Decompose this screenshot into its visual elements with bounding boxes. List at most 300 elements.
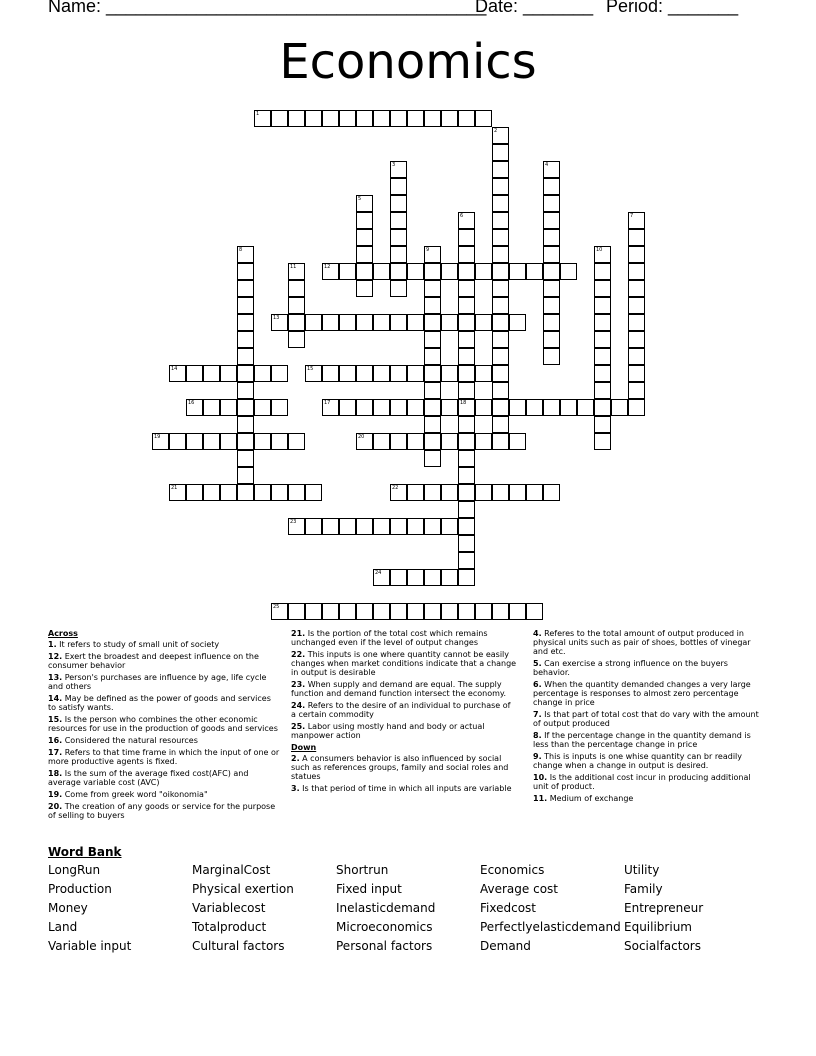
grid-cell[interactable]: [441, 433, 458, 450]
grid-cell[interactable]: [475, 484, 492, 501]
grid-cell[interactable]: [237, 280, 254, 297]
grid-cell[interactable]: [458, 416, 475, 433]
clue-text: Refers to the desire of an individual to purchase of a certain commodity: [291, 701, 511, 719]
grid-cell[interactable]: [237, 416, 254, 433]
grid-cell[interactable]: [458, 229, 475, 246]
grid-cell[interactable]: [441, 314, 458, 331]
grid-cell[interactable]: [458, 484, 475, 501]
grid-cell[interactable]: [373, 603, 390, 620]
clue-number: 18.: [48, 769, 63, 778]
grid-cell[interactable]: [492, 416, 509, 433]
grid-cell[interactable]: [458, 535, 475, 552]
grid-cell[interactable]: [628, 365, 645, 382]
clue-text: Medium of exchange: [547, 794, 634, 803]
grid-cell[interactable]: [424, 450, 441, 467]
grid-cell[interactable]: [594, 365, 611, 382]
grid-cell[interactable]: [254, 433, 271, 450]
grid-cell[interactable]: [424, 484, 441, 501]
grid-cell[interactable]: [203, 365, 220, 382]
grid-cell[interactable]: [288, 484, 305, 501]
grid-cell[interactable]: [220, 484, 237, 501]
clue-number: 14.: [48, 694, 63, 703]
grid-cell[interactable]: [288, 433, 305, 450]
grid-cell[interactable]: [288, 314, 305, 331]
grid-cell[interactable]: [543, 314, 560, 331]
grid-cell[interactable]: [509, 263, 526, 280]
grid-cell[interactable]: [458, 518, 475, 535]
clue-number: 3: [392, 162, 396, 168]
clue-number: 8.: [533, 731, 542, 740]
grid-cell[interactable]: [492, 331, 509, 348]
grid-cell[interactable]: [288, 110, 305, 127]
clue-number: 2.: [291, 754, 300, 763]
grid-cell[interactable]: [322, 603, 339, 620]
grid-cell[interactable]: [356, 110, 373, 127]
grid-cell[interactable]: [407, 110, 424, 127]
grid-cell[interactable]: [390, 246, 407, 263]
grid-cell[interactable]: [271, 399, 288, 416]
grid-cell[interactable]: [509, 484, 526, 501]
grid-cell[interactable]: [628, 297, 645, 314]
grid-cell[interactable]: [475, 365, 492, 382]
grid-cell[interactable]: [237, 297, 254, 314]
clue-number: 17: [324, 400, 331, 406]
word-bank-item: Perfectlyelasticdemand: [480, 920, 621, 934]
grid-cell[interactable]: [475, 399, 492, 416]
grid-cell[interactable]: [560, 263, 577, 280]
grid-cell[interactable]: [628, 331, 645, 348]
grid-cell[interactable]: [390, 110, 407, 127]
grid-cell[interactable]: [509, 399, 526, 416]
clue-text: It refers to study of small unit of society: [56, 640, 220, 649]
grid-cell[interactable]: [458, 263, 475, 280]
period-field[interactable]: Period: _______: [606, 0, 739, 16]
grid-cell[interactable]: [458, 280, 475, 297]
name-field[interactable]: Name: ______________________________________: [48, 0, 487, 16]
grid-cell[interactable]: [458, 348, 475, 365]
grid-cell[interactable]: [526, 484, 543, 501]
grid-cell[interactable]: [594, 348, 611, 365]
grid-cell[interactable]: [373, 518, 390, 535]
clue-number: 21: [171, 485, 178, 491]
grid-cell[interactable]: [237, 365, 254, 382]
grid-cell[interactable]: [628, 246, 645, 263]
grid-cell[interactable]: [594, 382, 611, 399]
grid-cell[interactable]: [390, 569, 407, 586]
grid-cell[interactable]: [458, 297, 475, 314]
clue-item: [533, 794, 761, 803]
clue-number: 13.: [48, 673, 63, 682]
grid-cell[interactable]: [254, 399, 271, 416]
grid-cell[interactable]: [458, 331, 475, 348]
grid-cell[interactable]: [543, 178, 560, 195]
clue-item: [291, 754, 517, 781]
grid-cell[interactable]: [424, 365, 441, 382]
grid-cell[interactable]: [305, 518, 322, 535]
grid-cell[interactable]: [424, 382, 441, 399]
grid-cell[interactable]: [492, 314, 509, 331]
grid-cell[interactable]: [356, 263, 373, 280]
grid-cell[interactable]: [390, 433, 407, 450]
grid-cell[interactable]: [288, 331, 305, 348]
grid-cell[interactable]: [288, 297, 305, 314]
clue-item: [533, 659, 761, 677]
grid-cell[interactable]: [169, 433, 186, 450]
grid-cell[interactable]: [424, 433, 441, 450]
grid-cell[interactable]: [407, 569, 424, 586]
grid-cell[interactable]: [356, 314, 373, 331]
grid-cell[interactable]: [390, 178, 407, 195]
clue-item: [48, 673, 280, 691]
clue-text: Person's purchases are influence by age, life cycle and others: [48, 673, 267, 691]
grid-cell[interactable]: [492, 603, 509, 620]
grid-cell[interactable]: [475, 433, 492, 450]
grid-cell[interactable]: [237, 263, 254, 280]
grid-cell[interactable]: [390, 280, 407, 297]
clue-text: Referes to the total amount of output produced in physical units such as pair of shoes, bottles of vinegar and etc.: [533, 629, 751, 656]
grid-cell[interactable]: [390, 314, 407, 331]
clue-number: 12.: [48, 652, 63, 661]
grid-cell[interactable]: [458, 314, 475, 331]
grid-cell[interactable]: [373, 365, 390, 382]
grid-cell[interactable]: [441, 399, 458, 416]
page-title: Economics: [279, 34, 537, 90]
grid-cell[interactable]: [424, 263, 441, 280]
clue-number: 10: [596, 247, 603, 253]
grid-cell[interactable]: [458, 552, 475, 569]
grid-cell[interactable]: [628, 348, 645, 365]
grid-cell[interactable]: [594, 263, 611, 280]
grid-cell[interactable]: [356, 518, 373, 535]
grid-cell[interactable]: [271, 433, 288, 450]
grid-cell[interactable]: [492, 484, 509, 501]
clues-column-1: [48, 629, 280, 823]
grid-cell[interactable]: [441, 569, 458, 586]
grid-cell[interactable]: [560, 399, 577, 416]
grid-cell[interactable]: [492, 246, 509, 263]
grid-cell[interactable]: [492, 348, 509, 365]
clue-text: The creation of any goods or service for the purpose of selling to buyers: [48, 802, 276, 820]
grid-cell[interactable]: [322, 110, 339, 127]
grid-cell[interactable]: [254, 484, 271, 501]
grid-cell[interactable]: [390, 518, 407, 535]
grid-cell[interactable]: [424, 280, 441, 297]
grid-cell[interactable]: [458, 450, 475, 467]
grid-cell[interactable]: [390, 195, 407, 212]
grid-cell[interactable]: [458, 365, 475, 382]
grid-cell[interactable]: [407, 365, 424, 382]
grid-cell[interactable]: [492, 212, 509, 229]
clues-column-2: [291, 629, 517, 796]
date-field[interactable]: Date: _______: [475, 0, 594, 16]
grid-cell[interactable]: [543, 399, 560, 416]
grid-cell[interactable]: [594, 416, 611, 433]
word-bank-item: Money: [48, 901, 88, 915]
grid-cell[interactable]: [305, 484, 322, 501]
clue-number: 10.: [533, 773, 548, 782]
grid-cell[interactable]: [237, 331, 254, 348]
clue-number: 15: [307, 366, 314, 372]
grid-cell[interactable]: [492, 382, 509, 399]
grid-cell[interactable]: [543, 348, 560, 365]
grid-cell[interactable]: [220, 365, 237, 382]
grid-cell[interactable]: [543, 263, 560, 280]
grid-cell[interactable]: [407, 484, 424, 501]
clue-item: [533, 773, 761, 791]
grid-cell[interactable]: [628, 229, 645, 246]
grid-cell[interactable]: [458, 246, 475, 263]
grid-cell[interactable]: [526, 399, 543, 416]
grid-cell[interactable]: [543, 229, 560, 246]
clue-text: Considered the natural resources: [62, 736, 198, 745]
grid-cell[interactable]: [305, 603, 322, 620]
grid-cell[interactable]: [424, 518, 441, 535]
grid-cell[interactable]: [305, 314, 322, 331]
word-bank-item: Shortrun: [336, 863, 389, 877]
grid-cell[interactable]: [186, 433, 203, 450]
grid-cell[interactable]: [254, 365, 271, 382]
clue-number: 22: [392, 485, 399, 491]
grid-cell[interactable]: [611, 399, 628, 416]
grid-cell[interactable]: [220, 399, 237, 416]
word-bank-item: Personal factors: [336, 939, 433, 953]
clue-number: 1.: [48, 640, 57, 649]
grid-cell[interactable]: [373, 314, 390, 331]
grid-cell[interactable]: [492, 399, 509, 416]
grid-cell[interactable]: [475, 314, 492, 331]
grid-cell[interactable]: [271, 365, 288, 382]
grid-cell[interactable]: [441, 484, 458, 501]
grid-cell[interactable]: [492, 178, 509, 195]
clue-text: Is the portion of the total cost which remains unchanged even if the level of output changes: [291, 629, 488, 647]
grid-cell[interactable]: [203, 484, 220, 501]
grid-cell[interactable]: [492, 365, 509, 382]
grid-cell[interactable]: [390, 603, 407, 620]
grid-cell[interactable]: [492, 144, 509, 161]
grid-cell[interactable]: [543, 246, 560, 263]
grid-cell[interactable]: [594, 399, 611, 416]
grid-cell[interactable]: [458, 110, 475, 127]
grid-cell[interactable]: [407, 433, 424, 450]
grid-cell[interactable]: [526, 603, 543, 620]
grid-cell[interactable]: [339, 263, 356, 280]
clue-item: [48, 715, 280, 733]
word-bank-item: Inelasticdemand: [336, 901, 436, 915]
grid-cell[interactable]: [322, 365, 339, 382]
clue-number: 16: [188, 400, 195, 406]
grid-cell[interactable]: [356, 212, 373, 229]
grid-cell[interactable]: [237, 467, 254, 484]
clue-number: 12: [324, 264, 331, 270]
grid-cell[interactable]: [594, 331, 611, 348]
clue-item: [48, 640, 280, 649]
grid-cell[interactable]: [237, 433, 254, 450]
grid-cell[interactable]: [373, 433, 390, 450]
grid-cell[interactable]: [237, 348, 254, 365]
clue-item: [48, 694, 280, 712]
grid-cell[interactable]: [441, 110, 458, 127]
grid-cell[interactable]: [356, 229, 373, 246]
grid-cell[interactable]: [543, 280, 560, 297]
clue-number: 21.: [291, 629, 306, 638]
clue-item: [533, 731, 761, 749]
grid-cell[interactable]: [356, 280, 373, 297]
grid-cell[interactable]: [492, 280, 509, 297]
grid-cell[interactable]: [424, 416, 441, 433]
grid-cell[interactable]: [577, 399, 594, 416]
grid-cell[interactable]: [424, 603, 441, 620]
grid-cell[interactable]: [424, 314, 441, 331]
grid-cell[interactable]: [339, 110, 356, 127]
grid-cell[interactable]: [424, 331, 441, 348]
grid-cell[interactable]: [628, 263, 645, 280]
grid-cell[interactable]: [339, 518, 356, 535]
grid-cell[interactable]: [492, 229, 509, 246]
grid-cell[interactable]: [492, 433, 509, 450]
grid-cell[interactable]: [356, 603, 373, 620]
grid-cell[interactable]: [390, 212, 407, 229]
grid-cell[interactable]: [237, 450, 254, 467]
grid-cell[interactable]: [628, 399, 645, 416]
clue-item: [48, 748, 280, 766]
grid-cell[interactable]: [628, 280, 645, 297]
grid-cell[interactable]: [237, 484, 254, 501]
grid-cell[interactable]: [492, 263, 509, 280]
word-bank-item: Production: [48, 882, 112, 896]
grid-cell[interactable]: [543, 212, 560, 229]
grid-cell[interactable]: [373, 399, 390, 416]
grid-cell[interactable]: [237, 314, 254, 331]
grid-cell[interactable]: [390, 399, 407, 416]
grid-cell[interactable]: [543, 484, 560, 501]
grid-cell[interactable]: [424, 110, 441, 127]
grid-cell[interactable]: [373, 263, 390, 280]
clue-number: 2: [494, 128, 498, 134]
grid-cell[interactable]: [543, 331, 560, 348]
clue-text: Is the person who combines the other economic resources for use in the production of goods and services: [48, 715, 278, 733]
grid-cell[interactable]: [492, 161, 509, 178]
grid-cell[interactable]: [475, 603, 492, 620]
grid-cell[interactable]: [186, 484, 203, 501]
grid-cell[interactable]: [356, 399, 373, 416]
grid-cell[interactable]: [509, 314, 526, 331]
clue-text: Is that part of total cost that do vary with the amount of output produced: [533, 710, 759, 728]
grid-cell[interactable]: [458, 569, 475, 586]
grid-cell[interactable]: [186, 365, 203, 382]
grid-cell[interactable]: [458, 603, 475, 620]
grid-cell[interactable]: [390, 365, 407, 382]
grid-cell[interactable]: [390, 229, 407, 246]
grid-cell[interactable]: [458, 433, 475, 450]
clue-text: May be defined as the power of goods and services to satisfy wants.: [48, 694, 271, 712]
grid-cell[interactable]: [441, 365, 458, 382]
grid-cell[interactable]: [424, 399, 441, 416]
grid-cell[interactable]: [407, 603, 424, 620]
grid-cell[interactable]: [237, 382, 254, 399]
clue-number: 9: [426, 247, 430, 253]
word-bank-item: Cultural factors: [192, 939, 285, 953]
grid-cell[interactable]: [407, 263, 424, 280]
grid-cell[interactable]: [237, 399, 254, 416]
grid-cell[interactable]: [407, 314, 424, 331]
grid-cell[interactable]: [441, 263, 458, 280]
grid-cell[interactable]: [441, 518, 458, 535]
grid-cell[interactable]: [356, 246, 373, 263]
grid-cell[interactable]: [594, 280, 611, 297]
grid-cell[interactable]: [543, 195, 560, 212]
grid-cell[interactable]: [271, 110, 288, 127]
grid-cell[interactable]: [288, 280, 305, 297]
grid-cell[interactable]: [203, 399, 220, 416]
grid-cell[interactable]: [339, 603, 356, 620]
grid-cell[interactable]: [526, 263, 543, 280]
grid-cell[interactable]: [407, 399, 424, 416]
grid-cell[interactable]: [339, 314, 356, 331]
grid-cell[interactable]: [543, 297, 560, 314]
grid-cell[interactable]: [424, 348, 441, 365]
grid-cell[interactable]: [509, 433, 526, 450]
grid-cell[interactable]: [424, 569, 441, 586]
word-bank-column: [336, 863, 435, 958]
grid-cell[interactable]: [424, 297, 441, 314]
grid-cell[interactable]: [356, 365, 373, 382]
word-bank-column: [192, 863, 294, 958]
grid-cell[interactable]: [475, 263, 492, 280]
clue-item: [48, 736, 280, 745]
clue-number: 25.: [291, 722, 306, 731]
grid-cell[interactable]: [492, 195, 509, 212]
grid-cell[interactable]: [203, 433, 220, 450]
clue-number: 7.: [533, 710, 542, 719]
grid-cell[interactable]: [305, 110, 322, 127]
grid-cell[interactable]: [594, 297, 611, 314]
word-bank-item: Land: [48, 920, 78, 934]
clue-text: Come from greek word "oikonomia": [62, 790, 208, 799]
grid-cell[interactable]: [458, 382, 475, 399]
grid-cell[interactable]: [475, 110, 492, 127]
grid-cell[interactable]: [373, 110, 390, 127]
clue-text: Labor using mostly hand and body or actual manpower action: [291, 722, 485, 740]
grid-cell[interactable]: [220, 433, 237, 450]
grid-cell[interactable]: [458, 501, 475, 518]
grid-cell[interactable]: [628, 314, 645, 331]
grid-cell[interactable]: [628, 382, 645, 399]
grid-cell[interactable]: [271, 484, 288, 501]
clue-number: 3.: [291, 784, 300, 793]
grid-cell[interactable]: [288, 603, 305, 620]
grid-cell[interactable]: [509, 603, 526, 620]
grid-cell[interactable]: [390, 263, 407, 280]
word-bank-item: Variable input: [48, 939, 132, 953]
grid-cell[interactable]: [441, 603, 458, 620]
grid-cell[interactable]: [339, 399, 356, 416]
grid-cell[interactable]: [322, 518, 339, 535]
clue-text: Can exercise a strong influence on the buyers behavior.: [533, 659, 728, 677]
word-bank-item: Demand: [480, 939, 531, 953]
clue-number: 7: [630, 213, 634, 219]
grid-cell[interactable]: [339, 365, 356, 382]
clue-text: Exert the broadest and deepest influence on the consumer behavior: [48, 652, 259, 670]
grid-cell[interactable]: [407, 518, 424, 535]
grid-cell[interactable]: [458, 467, 475, 484]
grid-cell[interactable]: [594, 433, 611, 450]
clue-number: 20: [358, 434, 365, 440]
grid-cell[interactable]: [322, 314, 339, 331]
clue-item: [291, 680, 517, 698]
clue-number: 23.: [291, 680, 306, 689]
grid-cell[interactable]: [594, 314, 611, 331]
grid-cell[interactable]: [492, 297, 509, 314]
